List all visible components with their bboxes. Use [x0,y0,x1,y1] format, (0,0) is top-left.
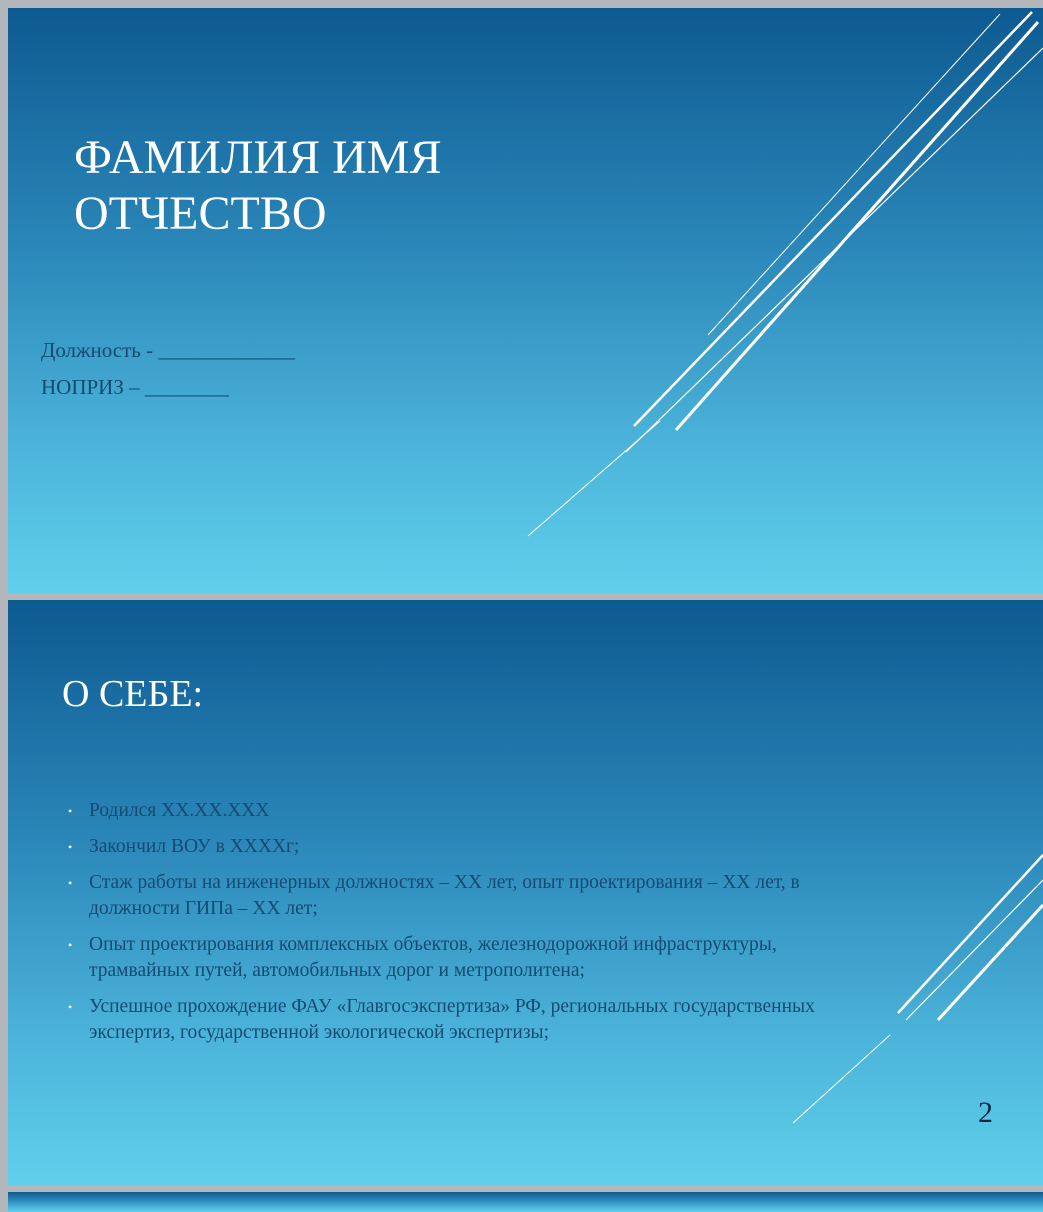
list-item [68,994,848,1046]
bullet-icon: • [68,840,73,854]
bullet-icon: • [68,804,73,818]
list-item [68,834,848,860]
bullet-list [68,798,848,1056]
slide-3-partial[interactable] [8,1192,1043,1212]
decorative-lines [8,8,1043,594]
bullet-text: Родился XX.XX.XXX [89,800,270,821]
slide-1[interactable] [8,8,1043,594]
slide-2[interactable] [8,600,1043,1186]
position-field: Должность - _____________ [41,338,295,362]
bullet-text: Закончил ВОУ в XXXXг; [89,836,300,857]
page-number: 2 [978,1096,993,1129]
bullet-text: Опыт проектирования комплексных объектов, железнодорожной инфраструктуры, трамвайных путей, автомобильных дорог и метрополитена; [89,934,777,981]
slide-title [74,130,442,242]
bullet-text: Успешное прохождение ФАУ «Главгосэкспертиза» РФ, региональных государственных экспертиз, государственной экологической экспертизы; [89,996,815,1043]
bullet-icon: • [68,938,73,952]
list-item [68,932,848,984]
nopriz-field: НОПРИЗ – ________ [41,375,229,399]
slide-heading: О СЕБЕ: [62,673,204,715]
bullet-icon: • [68,876,73,890]
bullet-text: Стаж работы на инженерных должностях – XX лет, опыт проектирования – XX лет, в должности ГИПа – XX лет; [89,872,800,919]
list-item [68,798,848,824]
title-line-2: ОТЧЕСТВО [74,187,327,240]
list-item [68,870,848,922]
title-line-1: ФАМИЛИЯ ИМЯ [74,131,442,184]
bullet-icon: • [68,1000,73,1014]
